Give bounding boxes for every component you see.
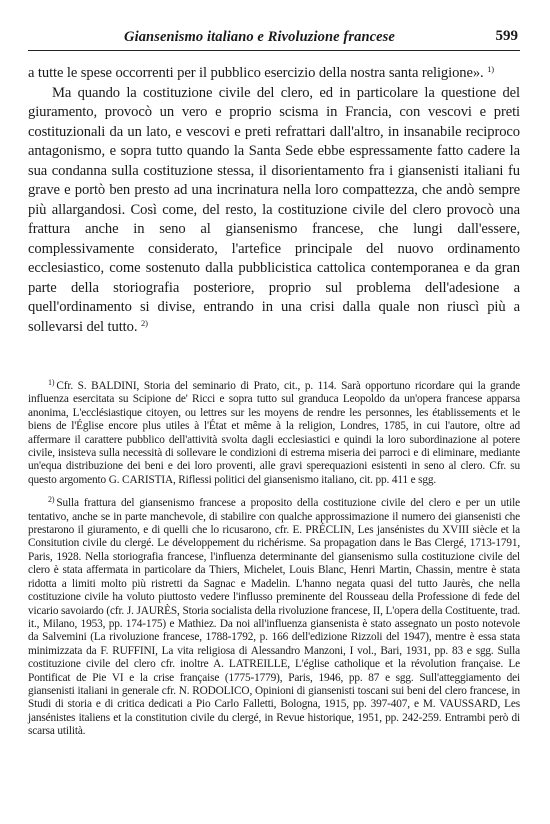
main-text [28, 64, 520, 337]
footnote-ref-2: 2) [140, 317, 148, 328]
footnotes [28, 380, 520, 749]
running-title: Giansenismo italiano e Rivoluzione francese [124, 29, 395, 45]
page-header [28, 28, 520, 51]
footnote-2: $^{2)}$ Sulla frattura del giansenismo francese a proposito della costituzione civile del clero e per un utile tentativo, anche se in parte manchevole, di stabilire con qualche approssimazione il numero dei giansenisti che prestarono il giuramento, e di quelli che lo ricusarono, cfr. E. PRÉCLIN, Les jansénistes du XVIII siècle et la Consitution civile du clergé. Le développement du richérisme. Sa propagation dans le Bas Clergé, 1713-1791, Paris, 1928. Nella storiografia francese, l'influenza determinante del giansenismo sulla costituzione civile del clero è stata affermata in particolare da Thiers, Michelet, Louis Blanc, Henri Martin, Chassin, mentre è stata ridotta a limiti molto più ristretti da Sagnac e Madelin. L'hanno negata quasi del tutto Jaurès, che nella costituzione civile ha voluto piuttosto vedere l'influsso preminente del Rousseau della Professione di fede del vicario savoiardo (cfr. J. JAURÈS, Storia socialista della rivoluzione francese, II, L'opera della Costituente, trad. it., Milano, 1953, pp. 174-175) e Mathiez. Da noi all'influenza giansenista è stato assegnato un posto notevole da Salvemini (La rivoluzione francese, 1788-1792, p. 166 dell'edizione Rizzoli del 1947), mentre è essa stata minimizzata da F. RUFFINI, La vita religiosa di Alessandro Manzoni, I vol., Bari, 1931, pp. 83 e sgg. Sulla costituzione civile del clero cfr. inoltre A. LATREILLE, L'église catholique et la révolution française. Le Pontificat de Pie VI e la crise française (1775-1779), Paris, 1946, pp. 87 e sgg. Sull'atteggiamento dei giansenisti italiani in generale cfr. N. RODOLICO, Opinioni di giansenisti toscani sui beni del clero francese, in Studi di storia e di critica dedicati a Pio Carlo Falletti, Bologna, 1915, pp. 397-407, e M. VAUSSARD, Les jansénistes italiens et la constitution civile du clergé, in Revue historique, 1951, pp. 242-259. Entrambi però di scarsa utilità. [28, 495, 520, 738]
page-number: 599 [495, 28, 518, 44]
footnote-1: $^{1)}$ Cfr. S. BALDINI, Storia del seminario di Prato, cit., p. 114. Sarà opportuno ricordare qui la grande influenza esercitata su Scipione de' Ricci e sopra tutto sul granduca Leopoldo da un'opera francese apparsa anonima, L'ecclésiastique citoyen, ou lettres sur les moyens de rendre les personnes, les établissements et le biens de l'Église encore plus utiles à l'État et même à la religion, Londres, 1785, in cui l'autore, oltre ad affermare il carattere pubblico dell'attività svolta dagli ecclesiastici e quindi la loro subordinazione al potere civile, insisteva sulla necessità di sollevare le condizioni di estrema miseria dei parroci e di eliminare, mediante un'equa distribuzione dei beni e dei loro proventi, alle gravi sperequazioni esistenti in seno al clero. Cfr. su questo argomento G. CARISTIA, Riflessi politici del giansenismo italiano, cit. pp. 411 e sgg. [28, 378, 520, 486]
paragraph-main: Ma quando la costituzione civile del clero, ed in particolare la questione del giuramento, provocò un vero e proprio scisma in Francia, con vescovi e preti costituzionali da un lato, e vescovi e preti refrattari dall'altro, in insanabile reciproco antagonismo, e sopra tutto quando la Santa Sede ebbe espressamente fatto cadere la sua condanna sulla costituzione stessa, il disorientamento fra i giansenisti italiani fu grave e portò ben presto ad una incrinatura nella loro compattezza, che andò sempre più allargandosi. Così come, del resto, la costituzione civile del clero provocò una frattura anche in seno al giansenismo francese, che lungi dall'essere, complessivamente considerato, l'artefice principale del nuovo ordinamento ecclesiastico, come sostenuto dalla pubblicistica cattolica contemporanea e da gran parte della storiografia posteriore, proprio sul problema dell'adesione a quell'ordinamento si divise, entrando in una crisi dalla quale non riuscì più a sollevarsi del tutto. $^{2)}$ [28, 84, 520, 335]
footnote-ref-1: 1) [487, 64, 495, 74]
paragraph-continuation: a tutte le spese occorrenti per il pubblico esercizio della nostra santa religione». $^{1)}$ [28, 64, 495, 81]
